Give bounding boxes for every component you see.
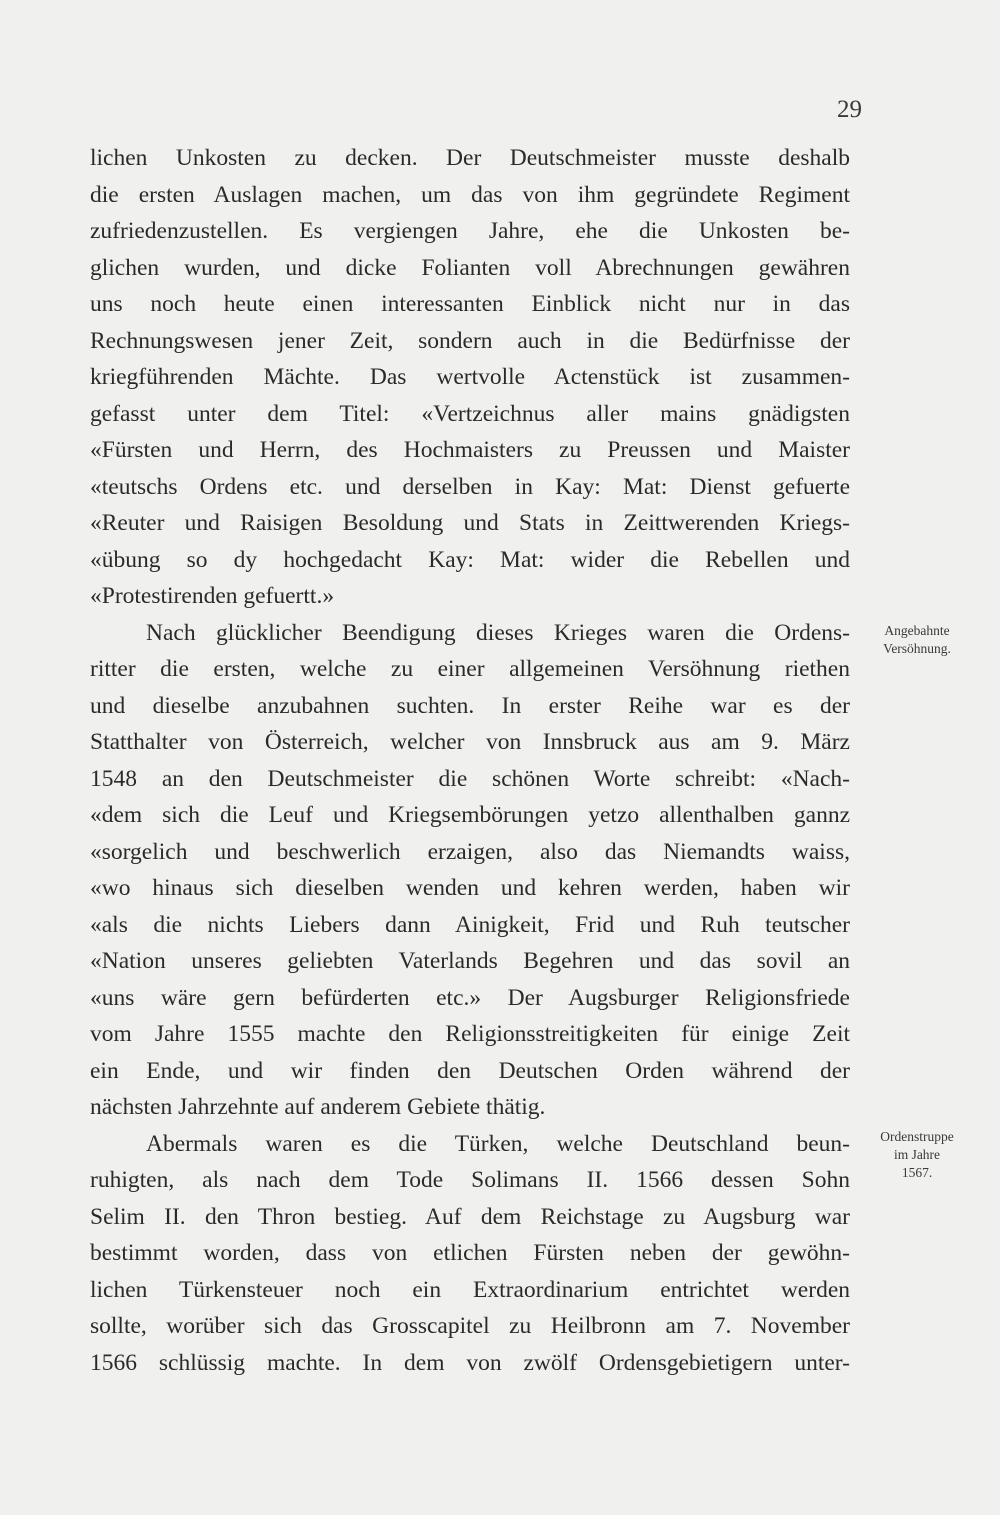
- text-line: «Fürsten und Herrn, des Hochmaisters zu Preussen und Maister: [90, 437, 850, 463]
- text-line: «Nation unseres geliebten Vaterlands Begehren und das sovil an: [90, 948, 850, 974]
- text-line: und dieselbe anzubahnen suchten. In erster Reihe war es der: [90, 692, 850, 719]
- text-line: bestimmt worden, dass von etlichen Fürsten neben der gewöhn-: [90, 1240, 850, 1266]
- text-line: «dem sich die Leuf und Kriegsembörungen yetzo allenthalben gannz: [90, 802, 850, 828]
- text-line: «sorgelich und beschwerlich erzaigen, also das Niemandts waiss,: [90, 838, 850, 865]
- text-line: ritter die ersten, welche zu einer allgemeinen Versöhnung riethen: [90, 656, 850, 682]
- text-line: «uns wäre gern befürderten etc.» Der Augsburger Religionsfriede: [90, 984, 850, 1011]
- paragraph-first-line: Nach glücklicher Beendigung dieses Krieges waren die Ordens-: [146, 619, 850, 646]
- margin-note-line: Ordenstruppe: [880, 1129, 954, 1144]
- text-line: sollte, worüber sich das Grosscapitel zu Heilbronn am 7. November: [90, 1313, 850, 1339]
- text-line: glichen wurden, und dicke Folianten voll Abrechnungen gewähren: [90, 254, 850, 281]
- text-line: ruhigten, als nach dem Tode Solimans II. 1566 dessen Sohn: [90, 1167, 850, 1193]
- text-line: «Protestirenden gefuertt.»: [90, 583, 335, 609]
- text-line: nächsten Jahrzehnte auf anderem Gebiete thätig.: [90, 1094, 546, 1120]
- text-line: uns noch heute einen interessanten Einblick nicht nur in das: [90, 291, 850, 317]
- margin-note: [862, 622, 972, 658]
- text-line: «übung so dy hochgedacht Kay: Mat: wider die Rebellen und: [90, 546, 850, 573]
- page-number: 29: [837, 96, 862, 123]
- paragraph-first-line: Abermals waren es die Türken, welche Deutschland beun-: [146, 1130, 850, 1157]
- text-line: lichen Unkosten zu decken. Der Deutschmeister musste deshalb: [90, 145, 850, 171]
- text-line: Rechnungswesen jener Zeit, sondern auch in die Bedürfnisse der: [90, 327, 850, 354]
- margin-note-line: Angebahnte: [884, 623, 950, 638]
- margin-note-line: Versöhnung.: [883, 641, 951, 656]
- text-line: zufriedenzustellen. Es vergiengen Jahre, ehe die Unkosten be-: [90, 218, 850, 244]
- text-line: vom Jahre 1555 machte den Religionsstreitigkeiten für einige Zeit: [90, 1021, 850, 1047]
- margin-note-line: 1567.: [901, 1165, 933, 1180]
- text-line: Statthalter von Österreich, welcher von Innsbruck aus am 9. März: [90, 729, 850, 755]
- text-line: «teutschs Ordens etc. und derselben in Kay: Mat: Dienst gefuerte: [90, 473, 850, 500]
- body-text: [90, 140, 850, 1380]
- text-line: 1566 schlüssig machte. In dem von zwölf Ordensgebietigern unter-: [90, 1349, 850, 1376]
- text-line: «wo hinaus sich dieselben wenden und kehren werden, haben wir: [90, 875, 850, 901]
- text-line: «Reuter und Raisigen Besoldung und Stats in Zeittwerenden Kriegs-: [90, 510, 850, 536]
- text-line: ein Ende, und wir finden den Deutschen Orden während der: [90, 1057, 850, 1084]
- text-line: lichen Türkensteuer noch ein Extraordinarium entrichtet werden: [90, 1276, 850, 1303]
- margin-note: [862, 1128, 972, 1182]
- text-line: Selim II. den Thron bestieg. Auf dem Reichstage zu Augsburg war: [90, 1203, 850, 1230]
- text-line: «als die nichts Liebers dann Ainigkeit, Frid und Ruh teutscher: [90, 911, 850, 938]
- text-line: die ersten Auslagen machen, um das von ihm gegründete Regiment: [90, 181, 850, 208]
- text-line: kriegführenden Mächte. Das wertvolle Actenstück ist zusammen-: [90, 364, 850, 390]
- margin-note-line: im Jahre: [893, 1147, 941, 1162]
- text-line: 1548 an den Deutschmeister die schönen Worte schreibt: «Nach-: [90, 765, 850, 792]
- text-line: gefasst unter dem Titel: «Vertzeichnus aller mains gnädigsten: [90, 400, 850, 427]
